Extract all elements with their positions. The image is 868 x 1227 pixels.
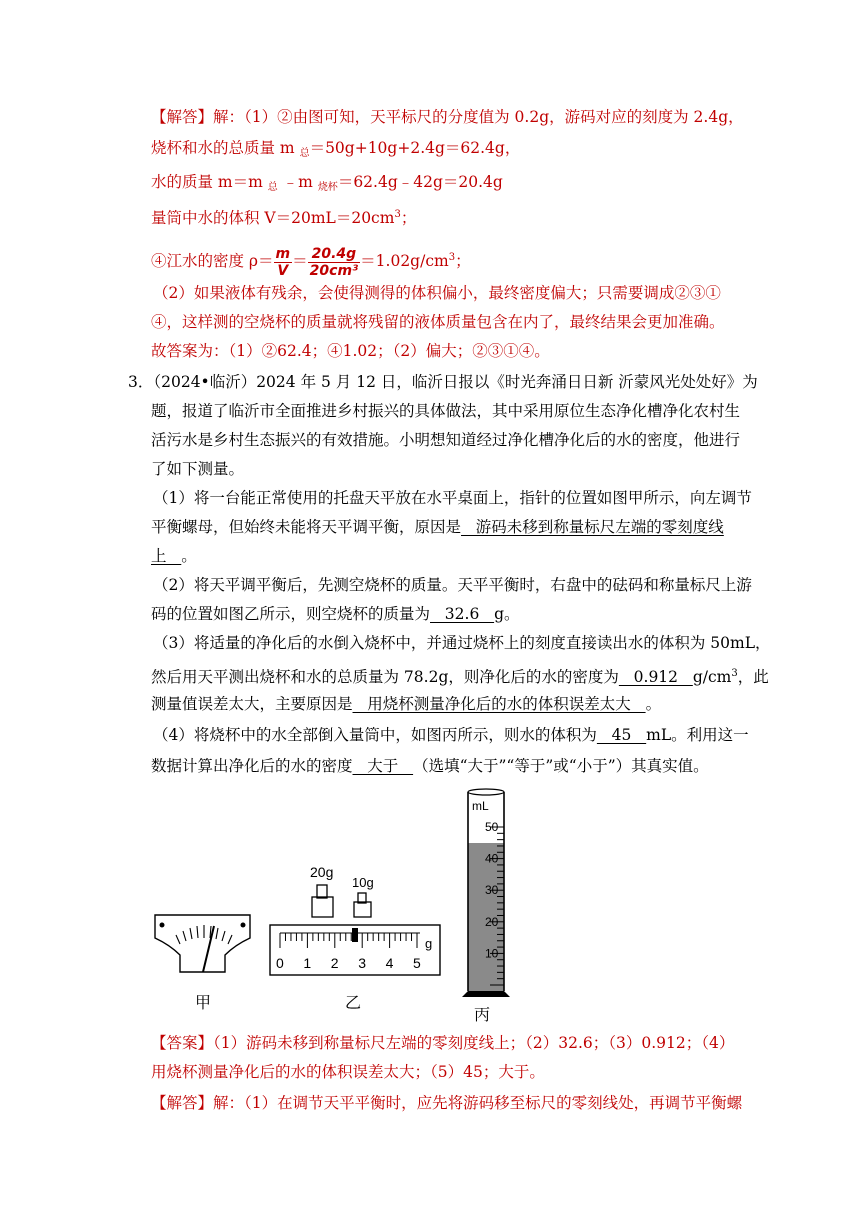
denominator: V <box>277 262 289 279</box>
text: ＝50g+10g+2.4g＝62.4g， <box>309 139 521 157</box>
balance-pointer-dial <box>155 915 250 972</box>
cylinder-tick-label: 30 <box>485 883 499 898</box>
text: ＝ <box>292 252 308 270</box>
text: 码的位置如图乙所示，则空烧杯的质量为 <box>151 605 431 623</box>
fraction-m-v <box>274 246 293 279</box>
cylinder-base <box>462 991 510 997</box>
superscript: 3 <box>394 209 401 220</box>
answer-text: 解：（1）②由图可知，天平标尺的分度值为 0.2g，游码对应的刻度为 2.4g， <box>213 108 744 126</box>
answer-blank: 大于 <box>352 757 414 775</box>
q3-line-2: 题，报道了临沂市全面推进乡村振兴的具体做法，其中采用原位生态净化槽净化农村生 <box>151 402 741 420</box>
text: （4）将烧杯中的水全部倒入量筒中，如图丙所示，则水的体积为 <box>153 726 597 744</box>
text: g。 <box>494 605 520 623</box>
q3-part2-line-1: （2）将天平调平衡后，先测空烧杯的质量。天平平衡时，右盘中的砝码和称量标尺上游 <box>153 576 752 594</box>
scale-tick-label: 1 <box>303 955 312 971</box>
cylinder-unit: mL <box>472 799 489 813</box>
text: ＝62.4g﹣42g＝20.4g <box>337 173 503 191</box>
answer-tag: 【解答】 <box>151 108 214 126</box>
text: ； <box>400 209 417 227</box>
dial-ticks <box>176 925 232 944</box>
q3-solution-line-1 <box>151 1092 742 1114</box>
q3-part4-line-2 <box>151 755 709 777</box>
figure-panel <box>150 780 750 1030</box>
figure-yi-label: 乙 <box>345 993 362 1012</box>
q3-part1-line-1: （1）将一台能正常使用的托盘天平放在水平桌面上，指针的位置如图甲所示，向左调节 <box>153 489 752 507</box>
text: 平衡螺母，但始终未能将天平调平衡，原因是 <box>151 518 462 536</box>
subscript: 烧杯 <box>317 182 338 193</box>
answer-blank: 上 <box>151 547 182 565</box>
cylinder-tick-label: 40 <box>485 851 499 866</box>
q3-part4-line-1 <box>153 724 749 746</box>
answer-line-3 <box>151 171 503 199</box>
q3-line-4: 了如下测量。 <box>151 460 245 478</box>
fraction-values <box>308 246 361 279</box>
answer-line-2 <box>151 137 520 165</box>
numerator: m <box>275 245 291 262</box>
numerator: 20.4g <box>308 246 361 263</box>
answer-blank: 用烧杯测量净化后的水的体积误差太大 <box>352 695 646 713</box>
answer-line-5 <box>151 238 471 281</box>
text: 解：（1）在调节天平平衡时，应先将游码移至标尺的零刻线处，再调节平衡螺 <box>213 1094 743 1112</box>
figure-bing-label: 丙 <box>474 1005 491 1024</box>
answer-blank: 0.912 <box>618 668 693 686</box>
q3-part1-line-2 <box>151 516 724 538</box>
q3-part1-line-3 <box>151 545 197 567</box>
superscript: 3 <box>448 252 456 263</box>
text: （1）游码未移到称量标尺左端的零刻度线上；（2）32.6；（3）0.912；（4） <box>213 1034 735 1052</box>
text: 测量值误差太大，主要原因是 <box>151 695 353 713</box>
weight-20g-label: 20g <box>310 864 334 880</box>
text: 然后用天平测出烧杯和水的总质量为 78.2g，则净化后的水的密度为 <box>151 668 619 686</box>
q3-part3-line-1: （3）将适量的净化后的水倒入烧杯中，并通过烧杯上的刻度直接读出水的体积为 50mL， <box>153 634 771 652</box>
text: 量筒中水的体积 V＝20mL＝20cm <box>151 209 395 227</box>
q3-answer-line-2: 用烧杯测量净化后的水的体积误差太大；（5）45；大于。 <box>151 1063 545 1081</box>
q3-part2-line-2 <box>151 603 520 625</box>
answer-line-1 <box>151 106 744 128</box>
answer-line-7: ④，这样测的空烧杯的质量就将残留的液体质量包含在内了，最终结果会更加准确。 <box>151 313 725 331</box>
cylinder-tick-label: 20 <box>485 914 499 929</box>
q3-line-3: 活污水是乡村生态振兴的有效措施。小明想知道经过净化槽净化后的水的密度，他进行 <box>151 431 741 449</box>
answer-blank: 游码未移到称量标尺左端的零刻度线 <box>461 518 724 536</box>
q3-part3-line-2 <box>151 663 769 688</box>
text: ； <box>455 252 471 270</box>
text: 数据计算出净化后的水的密度 <box>151 757 353 775</box>
text: mL。利用这一 <box>646 726 749 744</box>
weight-10g-label: 10g <box>352 875 374 890</box>
rider <box>352 928 358 942</box>
text: ﹣m <box>277 173 318 191</box>
scale-tick-label: 3 <box>358 955 366 971</box>
cylinder-tick-label: 10 <box>485 946 499 961</box>
cylinder-tick-label: 50 <box>485 820 499 834</box>
scale-tick-label: 4 <box>385 955 394 971</box>
answer-line-4 <box>151 204 416 229</box>
denominator: 20cm³ <box>309 262 359 279</box>
scale-tick-label: 5 <box>413 955 421 971</box>
text: ，此 <box>737 668 769 686</box>
scale-tick-label: 2 <box>330 955 339 971</box>
answer-line-8: 故答案为：（1）②62.4；④1.02；（2）偏大；②③①④。 <box>151 342 550 360</box>
dial-pointer <box>203 926 214 972</box>
text: g/cm <box>692 668 732 686</box>
screw-right <box>241 923 246 928</box>
text: 水的质量 m＝m <box>151 173 268 191</box>
solution-tag: 【解答】 <box>151 1094 214 1112</box>
q3-answer-line-1 <box>151 1032 734 1054</box>
answer-blank: 32.6 <box>430 605 495 623</box>
answer-blank: 45 <box>596 726 647 744</box>
subscript: 总 <box>267 182 278 193</box>
subscript: 总 <box>299 148 310 159</box>
answer-tag: 【答案】 <box>151 1034 214 1052</box>
q3-line-1: 3．（2024•临沂）2024 年 5 月 12 日，临沂日报以《时光奔涌日日新 沂蒙风光处处好》为 <box>128 373 758 391</box>
text: 。 <box>645 695 662 713</box>
superscript: 3 <box>731 668 738 679</box>
text: 。 <box>181 547 197 565</box>
scale-tick-label: 0 <box>276 955 284 971</box>
text: ＝1.02g/cm <box>360 252 449 270</box>
screw-left <box>160 923 165 928</box>
text: （选填“大于”“等于”或“小于”）其真实值。 <box>413 757 709 775</box>
text: 烧杯和水的总质量 m <box>151 139 300 157</box>
answer-line-6: （2）如果液体有残余，会使得测得的体积偏小，最终密度偏大；只需要调成②③① <box>153 284 721 302</box>
text: ④江水的密度 ρ＝ <box>151 252 274 270</box>
scale-unit: g <box>425 936 433 951</box>
q3-part3-line-3 <box>151 693 661 715</box>
figure-jia-label: 甲 <box>195 993 212 1012</box>
